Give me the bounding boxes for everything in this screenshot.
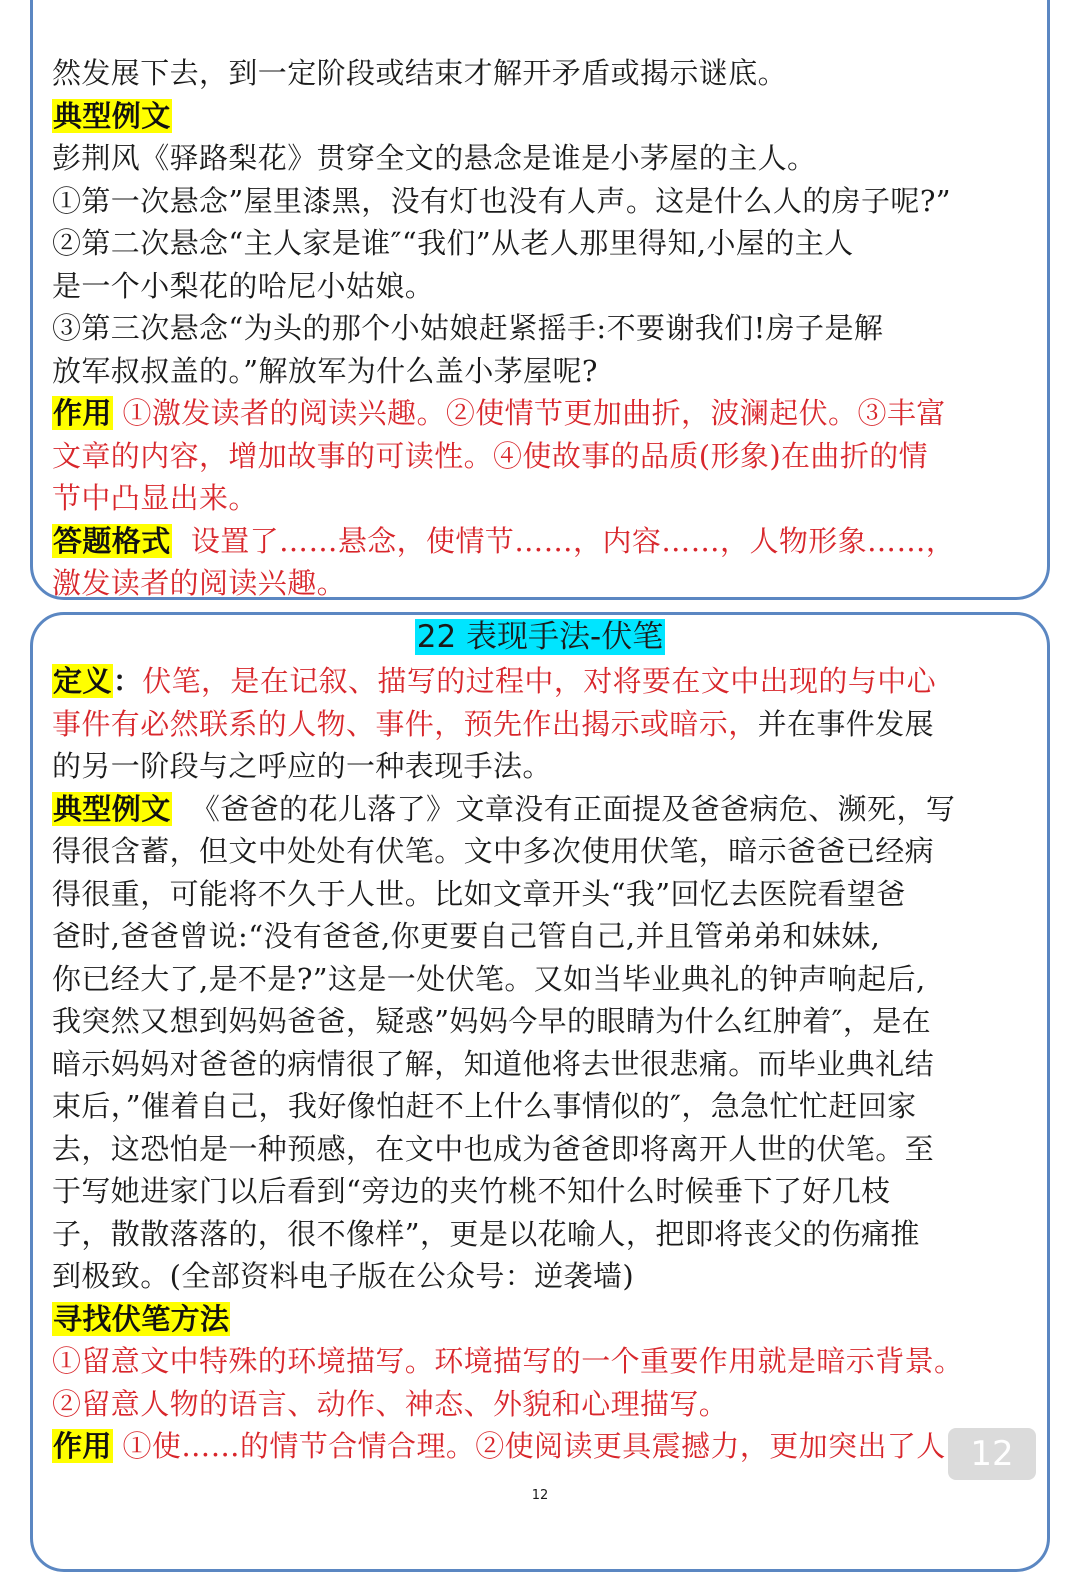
- method-text: ①留意文中特殊的环境描写。环境描写的一个重要作用就是暗示背景。: [52, 1344, 964, 1378]
- example-text: 暗示妈妈对爸爸的病情很了解，知道他将去世很悲痛。而毕业典礼结: [52, 1046, 935, 1081]
- section-title: [0, 616, 1080, 658]
- definition-colon: ：: [112, 664, 143, 698]
- text-line: ②第二次悬念“主人家是谁″“我们”从老人那里得知,小屋的主人: [52, 226, 854, 260]
- text-line: ③第三次悬念“为头的那个小姑娘赶紧摇手:不要谢我们!房子是解: [52, 311, 884, 345]
- text-line: ①第一次悬念”屋里漆黑，没有灯也没有人声。这是什么人的房子呢?”: [52, 183, 952, 218]
- example-label: 典型例文: [53, 791, 171, 826]
- answer-format-label: 答题格式: [53, 523, 171, 558]
- example-text: 得很重，可能将不久于人世。比如文章开头“我”回忆去医院看望爸: [52, 876, 906, 911]
- definition-text: 伏笔，是在记叙、描写的过程中，对将要在文中出现的与中心: [142, 664, 937, 698]
- text-line: 彭荆风《驿路梨花》贯穿全文的悬念是谁是小茅屋的主人。: [52, 141, 817, 175]
- definition-text: 并在事件发展: [757, 706, 935, 741]
- section-title-text: 22 表现手法-伏笔: [416, 619, 664, 655]
- effect-text: ①激发读者的阅读兴趣。②使情节更加曲折，波澜起伏。③丰富: [122, 396, 946, 430]
- effect-text: 节中凸显出来。: [52, 481, 258, 515]
- answer-format-text: 激发读者的阅读兴趣。: [52, 566, 347, 600]
- example-text: 去，这恐怕是一种预感，在文中也成为爸爸即将离开人世的伏笔。至: [52, 1131, 935, 1166]
- suspense-section-tail: [52, 52, 1042, 605]
- page-badge: 12: [948, 1428, 1036, 1480]
- example-text: 爸时,爸爸曾说:“没有爸爸,你更要自己管自己,并且管弟弟和妹妹,: [52, 919, 881, 953]
- foreshadowing-section: [52, 660, 1042, 1468]
- effect-text: ①使……的情节合情合理。②使阅读更具震撼力，更加突出了人: [122, 1429, 946, 1463]
- definition-label: 定义: [53, 664, 112, 698]
- example-text: 到极致。(全部资料电子版在公众号：逆袭墙): [52, 1259, 635, 1293]
- example-text: 束后，”催着自己，我好像怕赶不上什么事情似的″，急急忙忙赶回家: [52, 1089, 917, 1123]
- text-line: 然发展下去，到一定阶段或结束才解开矛盾或揭示谜底。: [52, 56, 788, 90]
- method-text: ②留意人物的语言、动作、神态、外貌和心理描写。: [52, 1386, 729, 1421]
- definition-text: 事件有必然联系的人物、事件，预先作出揭示或暗示，: [52, 706, 758, 741]
- page-number: 12: [531, 1488, 549, 1503]
- example-text: 我突然又想到妈妈爸爸，疑惑”妈妈今早的眼睛为什么红肿着″，是在: [52, 1004, 932, 1038]
- text-line: 放军叔叔盖的。”解放军为什么盖小茅屋呢?: [52, 353, 598, 388]
- definition-text: 的另一阶段与之呼应的一种表现手法。: [52, 749, 552, 783]
- example-text: 得很含蓄，但文中处处有伏笔。文中多次使用伏笔，暗示爸爸已经病: [52, 834, 935, 868]
- example-text: 《爸爸的花儿落了》文章没有正面提及爸爸病危、濒死，写: [190, 791, 956, 826]
- text-line: 是一个小梨花的哈尼小姑娘。: [52, 268, 435, 303]
- example-text: 子，散散落落的，很不像样”，更是以花喻人，把即将丧父的伤痛推: [52, 1216, 920, 1251]
- effect-text: 文章的内容，增加故事的可读性。④使故事的品质(形象)在曲折的情: [52, 438, 929, 473]
- answer-format-text: 设置了……悬念，使情节……，内容……，人物形象……，: [190, 523, 956, 558]
- method-label: 寻找伏笔方法: [53, 1301, 230, 1336]
- example-label: 典型例文: [53, 98, 171, 133]
- effect-label: 作用: [53, 396, 112, 430]
- effect-label: 作用: [53, 1429, 112, 1463]
- example-text: 于写她进家门以后看到“旁边的夹竹桃不知什么时候垂下了好几枝: [52, 1174, 891, 1208]
- example-text: 你已经大了,是不是?”这是一处伏笔。又如当毕业典礼的钟声响起后,: [52, 961, 926, 996]
